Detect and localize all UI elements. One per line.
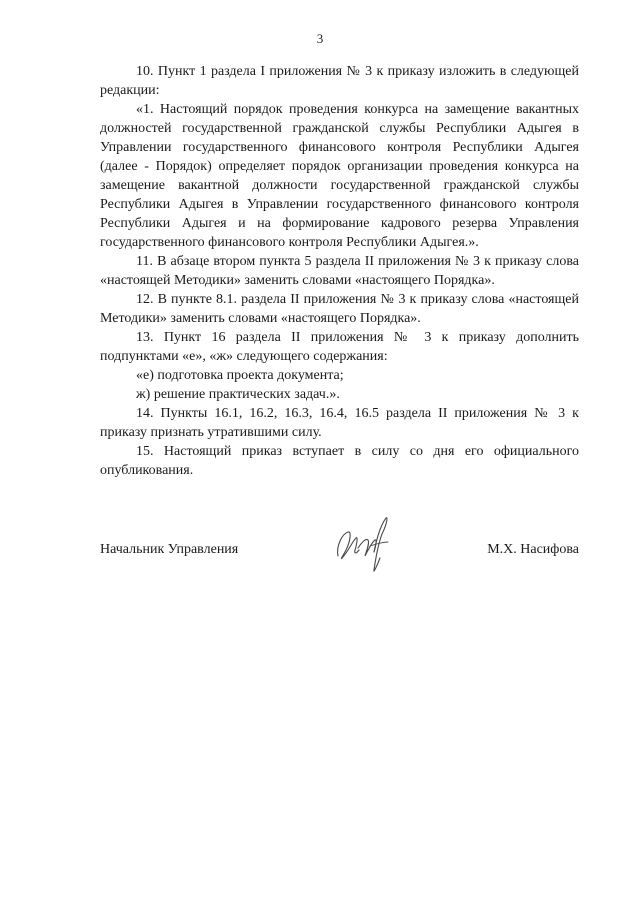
paragraph-11: 11. В абзаце втором пункта 5 раздела II приложения № 3 к приказу слова «настоящей Методики» заменить словами «настоящего Порядка». [100, 254, 579, 288]
page-number: 3 [316, 31, 324, 46]
paragraph-14: 14. Пункты 16.1, 16.2, 16.3, 16.4, 16.5 раздела II приложения № 3 к приказу признать утратившими силу. [100, 406, 579, 440]
paragraph-12: 12. В пункте 8.1. раздела II приложения № 3 к приказу слова «настоящей Методики» заменить словами «настоящего Порядка». [100, 292, 579, 326]
paragraph-10: 10. Пункт 1 раздела I приложения № 3 к приказу изложить в следующей редакции: [100, 64, 579, 98]
paragraph-13: 13. Пункт 16 раздела II приложения № 3 к приказу дополнить подпунктами «е», «ж» следующего содержания: [100, 330, 579, 364]
paragraph-15: 15. Настоящий приказ вступает в силу со дня его официального опубликования. [100, 444, 579, 478]
subitem-zh: ж) решение практических задач.». [136, 387, 340, 402]
paragraph-10-quote: «1. Настоящий порядок проведения конкурса на замещение вакантных должностей государственной гражданской службы Республики Адыгея в Управлении государственного финансового контроля Республики Адыгея (далее - Порядок) определяет порядок организации проведения конкурса на замещение вакантной должности государственной гражданской службы Республики Адыгея в Управлении государственного финансового контроля Республики Адыгея и на формирование кадрового резерва Управления государственного финансового контроля Республики Адыгея.». [100, 102, 579, 250]
signatory-position: Начальник Управления [100, 542, 239, 557]
signatory-name: М.Х. Насифова [487, 542, 579, 557]
subitem-e: «е) подготовка проекта документа; [136, 368, 344, 383]
handwritten-signature [330, 512, 400, 574]
document-body [100, 62, 579, 480]
